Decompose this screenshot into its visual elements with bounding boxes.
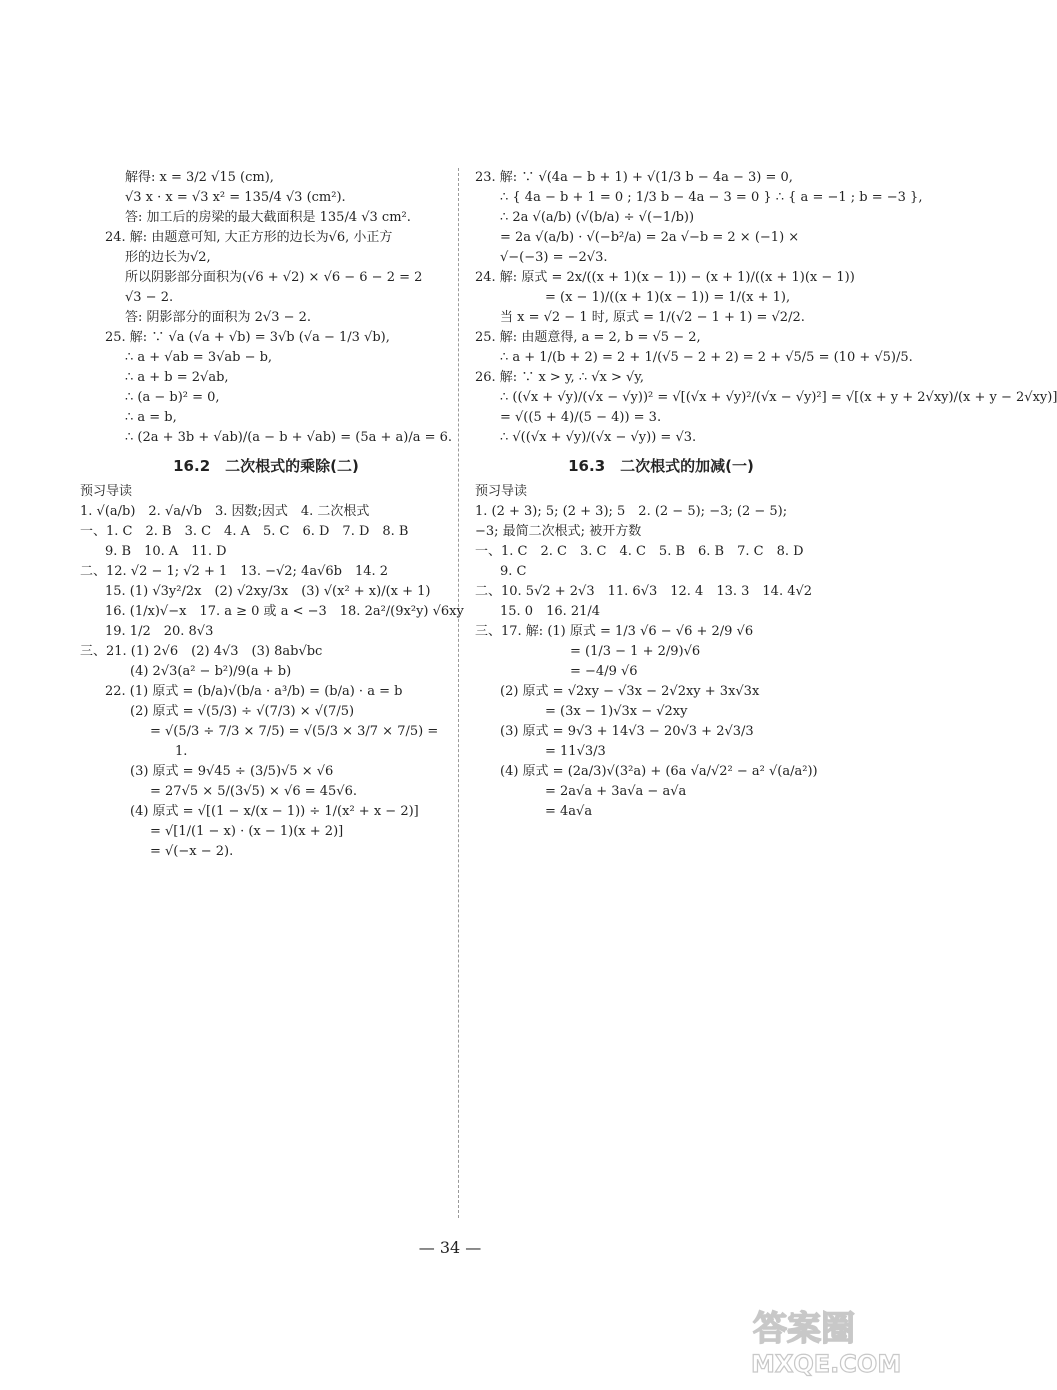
answer-line: ∴ √((√x + √y)/(√x − √y)) = √3. — [500, 430, 697, 445]
answer-line: ∴ (2a + 3b + √ab)/(a − b + √ab) = (5a + a)/a = 6. — [125, 430, 453, 445]
answer-line: ∴ a + √ab = 3√ab − b, — [125, 350, 273, 365]
column-divider — [458, 168, 459, 1218]
answer-line: 19. 1/2 20. 8√3 — [105, 624, 214, 639]
answer-line: = 4a√a — [545, 804, 593, 819]
section-title: 16.2 二次根式的乘除(二) — [173, 457, 359, 475]
section-title: 16.3 二次根式的加减(一) — [568, 457, 754, 475]
watermark-bottom-text: MXQE.COM — [751, 1350, 902, 1378]
answer-line: 24. 解: 原式 = 2x/((x + 1)(x − 1)) − (x + 1)/((x + 1)(x − 1)) — [475, 270, 855, 285]
answer-line: = 2a √(a/b) · √(−b²/a) = 2a √−b = 2 × (−1) × — [500, 230, 800, 245]
left-column — [80, 170, 464, 864]
subheading: 预习导读 — [80, 484, 133, 499]
answer-line: = (1/3 − 1 + 2/9)√6 — [570, 644, 701, 659]
answer-line: 一、1. C 2. C 3. C 4. C 5. B 6. B 7. C 8. D — [475, 544, 804, 559]
answer-line: = √((5 + 4)/(5 − 4)) = 3. — [500, 410, 662, 425]
answer-line: 9. B 10. A 11. D — [105, 544, 227, 559]
answer-line: 9. C — [500, 564, 527, 579]
answer-line: = √(5/3 ÷ 7/3 × 7/5) = √(5/3 × 3/7 × 7/5) = — [150, 724, 439, 739]
answer-line: 当 x = √2 − 1 时, 原式 = 1/(√2 − 1 + 1) = √2/2. — [500, 310, 805, 325]
answer-line: 一、1. C 2. B 3. C 4. A 5. C 6. D 7. D 8. B — [80, 524, 409, 539]
answer-line: (4) 原式 = √[(1 − x/(x − 1)) ÷ 1/(x² + x − 2)] — [130, 804, 419, 819]
answer-line: 23. 解: ∵ √(4a − b + 1) + √(1/3 b − 4a − 3) = 0, — [475, 170, 793, 185]
right-column — [475, 170, 1057, 824]
answer-line: 答: 阴影部分的面积为 2√3 − 2. — [125, 310, 312, 325]
answer-line: = 11√3/3 — [545, 744, 606, 759]
answer-line: 26. 解: ∵ x > y, ∴ √x > √y, — [475, 370, 645, 385]
answer-line: 三、17. 解: (1) 原式 = 1/3 √6 − √6 + 2/9 √6 — [475, 624, 754, 639]
answer-line: 所以阴影部分面积为(√6 + √2) × √6 − 6 − 2 = 2 — [125, 270, 423, 285]
answer-line: ∴ { 4a − b + 1 = 0 ; 1/3 b − 4a − 3 = 0 } ∴ { a = −1 ; b = −3 }, — [500, 190, 923, 205]
subheading: 预习导读 — [475, 484, 528, 499]
answer-line: = −4/9 √6 — [570, 664, 638, 679]
answer-line: = (3x − 1)√3x − √2xy — [545, 704, 688, 719]
answer-line: 1. (2 + 3); 5; (2 + 3); 5 2. (2 − 5); −3; (2 − 5); — [475, 504, 788, 519]
answer-line: (2) 原式 = √(5/3) ÷ √(7/3) × √(7/5) — [130, 704, 355, 719]
answer-line: ∴ ((√x + √y)/(√x − √y))² = √[(√x + √y)²/(√x − √y)²] = √[(x + y + 2√xy)/(x + y − 2√xy)] — [500, 390, 1057, 405]
answer-line: √3 x · x = √3 x² = 135/4 √3 (cm²). — [125, 190, 346, 205]
answer-line: 25. 解: 由题意得, a = 2, b = √5 − 2, — [475, 330, 701, 345]
answer-line: = (x − 1)/((x + 1)(x − 1)) = 1/(x + 1), — [545, 290, 791, 305]
answer-line: (4) 2√3(a² − b²)/9(a + b) — [130, 664, 292, 679]
answer-line: 24. 解: 由题意可知, 大正方形的边长为√6, 小正方 — [105, 230, 393, 245]
answer-line: 1. √(a/b) 2. √a/√b 3. 因数;因式 4. 二次根式 — [80, 504, 370, 519]
watermark-logo — [745, 1300, 902, 1380]
answer-line: 解得: x = 3/2 √15 (cm), — [125, 170, 274, 185]
answer-line: ∴ a + b = 2√ab, — [125, 370, 229, 385]
answer-line: ∴ (a − b)² = 0, — [125, 390, 220, 405]
answer-line: (3) 原式 = 9√3 + 14√3 − 20√3 + 2√3/3 — [500, 724, 754, 739]
answer-line: 1. — [175, 744, 188, 759]
answer-line: 答: 加工后的房梁的最大截面积是 135/4 √3 cm². — [125, 210, 411, 225]
answer-line: 二、12. √2 − 1; √2 + 1 13. −√2; 4a√6b 14. 2 — [80, 564, 389, 579]
answer-line: ∴ a = b, — [125, 410, 177, 425]
answer-line: (2) 原式 = √2xy − √3x − 2√2xy + 3x√3x — [500, 684, 760, 699]
answer-line: 形的边长为√2, — [125, 250, 211, 265]
answer-line: 25. 解: ∵ √a (√a + √b) = 3√b (√a − 1/3 √b), — [105, 330, 390, 345]
page-number: — 34 — — [418, 1238, 482, 1257]
answer-line: −3; 最简二次根式; 被开方数 — [475, 524, 642, 539]
watermark-icon — [745, 1300, 902, 1380]
answer-line: = 27√5 × 5/(3√5) × √6 = 45√6. — [150, 784, 357, 799]
answer-line: √−(−3) = −2√3. — [500, 250, 608, 265]
answer-line: 16. (1/x)√−x 17. a ≥ 0 或 a < −3 18. 2a²/(9x²y) √6xy — [105, 604, 464, 619]
answer-line: = 2a√a + 3a√a − a√a — [545, 784, 687, 799]
answer-line: 22. (1) 原式 = (b/a)√(b/a · a³/b) = (b/a) · a = b — [105, 684, 403, 699]
answer-line: 15. (1) √3y²/2x (2) √2xy/3x (3) √(x² + x)/(x + 1) — [105, 584, 431, 599]
answer-line: (4) 原式 = (2a/3)√(3²a) + (6a √a/√2² − a² √(a/a²)) — [500, 764, 818, 779]
answer-line: 15. 0 16. 21/4 — [500, 604, 601, 619]
answer-line: ∴ a + 1/(b + 2) = 2 + 1/(√5 − 2 + 2) = 2 + √5/5 = (10 + √5)/5. — [500, 350, 913, 365]
answer-line: = √(−x − 2). — [150, 844, 234, 859]
answer-line: 二、10. 5√2 + 2√3 11. 6√3 12. 4 13. 3 14. 4√2 — [475, 584, 813, 599]
answer-line: (3) 原式 = 9√45 ÷ (3/5)√5 × √6 — [130, 764, 334, 779]
answer-line: √3 − 2. — [125, 290, 174, 305]
answer-line: ∴ 2a √(a/b) (√(b/a) ÷ √(−1/b)) — [500, 210, 695, 225]
answer-line: = √[1/(1 − x) · (x − 1)(x + 2)] — [150, 824, 344, 839]
answer-line: 三、21. (1) 2√6 (2) 4√3 (3) 8ab√bc — [80, 644, 323, 659]
watermark-top-text: 答案圈 — [753, 1309, 855, 1349]
